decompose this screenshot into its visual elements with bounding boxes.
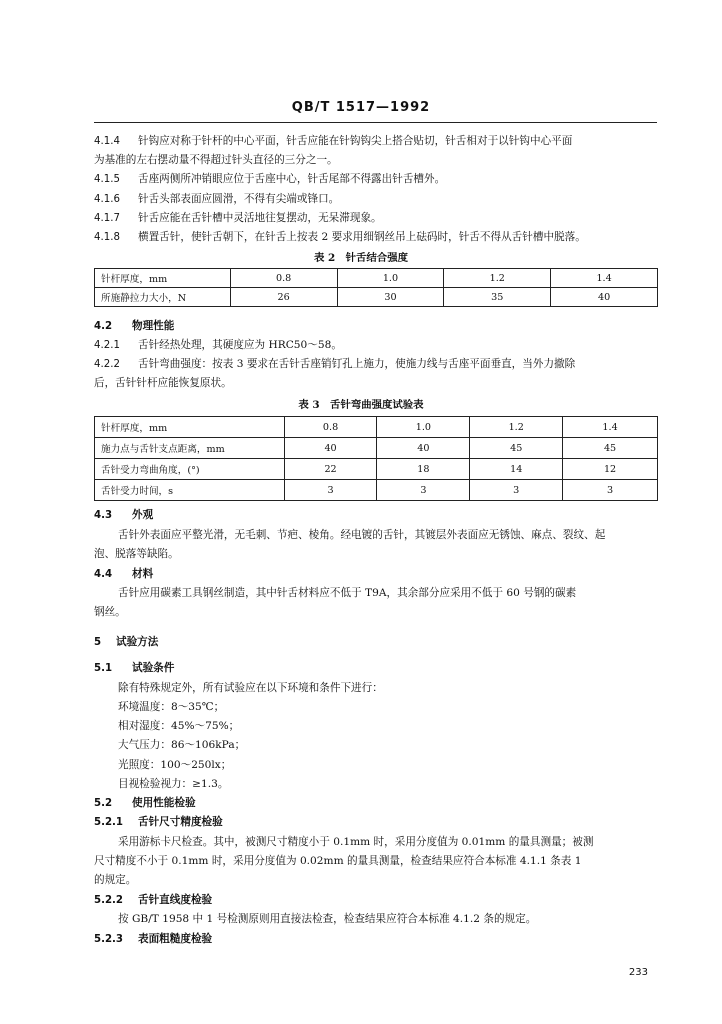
table-cell: 40 bbox=[551, 288, 658, 307]
clause-4-2-2-cont: 后，舌针针杆应能恢复原状。 bbox=[94, 377, 232, 389]
table-cell: 30 bbox=[337, 288, 444, 307]
table-cell: 12 bbox=[563, 459, 658, 480]
table-row bbox=[95, 438, 658, 459]
table-cell: 1.4 bbox=[563, 417, 658, 438]
section-5-2-1-text-3: 的规定。 bbox=[94, 874, 137, 886]
section-5-2-2-heading: 5.2.2 舌针直线度检验 bbox=[94, 894, 213, 906]
table-row bbox=[95, 459, 658, 480]
table-cell: 3 bbox=[563, 480, 658, 501]
table-row bbox=[95, 480, 658, 501]
table-cell: 1.4 bbox=[551, 269, 658, 288]
table-cell: 3 bbox=[377, 480, 470, 501]
section-5-2-1-heading: 5.2.1 舌针尺寸精度检验 bbox=[94, 816, 223, 828]
condition-illuminance: 光照度：100～250lx； bbox=[118, 759, 232, 771]
section-5-2-3-heading: 5.2.3 表面粗糙度检验 bbox=[94, 933, 213, 945]
table-row bbox=[95, 417, 658, 438]
section-5-1-heading: 5.1 试验条件 bbox=[94, 662, 175, 674]
table-cell: 40 bbox=[284, 438, 377, 459]
condition-temperature: 环境温度：8～35℃； bbox=[118, 701, 225, 713]
section-4-4-text-cont: 钢丝。 bbox=[94, 606, 126, 618]
condition-pressure: 大气压力：86～106kPa； bbox=[118, 739, 246, 751]
condition-humidity: 相对湿度：45%～75%； bbox=[118, 720, 240, 732]
row-header: 舌针受力时间，s bbox=[95, 480, 285, 501]
clause-4-2-2: 4.2.2 舌针弯曲强度：按表 3 要求在舌针舌座销钉孔上施力，使施力线与舌座平面垂直，当外力撤除 bbox=[94, 358, 576, 370]
table-cell: 45 bbox=[563, 438, 658, 459]
table-cell: 35 bbox=[444, 288, 551, 307]
page-number: 233 bbox=[628, 967, 648, 978]
table-cell: 3 bbox=[284, 480, 377, 501]
table-cell: 1.2 bbox=[470, 417, 563, 438]
section-5-2-heading: 5.2 使用性能检验 bbox=[94, 797, 196, 809]
table-2 bbox=[94, 268, 658, 307]
section-4-2-heading: 4.2 物理性能 bbox=[94, 320, 175, 332]
table-cell: 1.2 bbox=[444, 269, 551, 288]
section-5-2-1-text-2: 尺寸精度不小于 0.1mm 时，采用分度值为 0.02mm 的量具测量，检查结果应符合本标准 4.1.1 条表 1 bbox=[94, 855, 582, 867]
table-cell: 40 bbox=[377, 438, 470, 459]
section-4-3-text-cont: 泡、脱落等缺陷。 bbox=[94, 548, 179, 560]
table-3 bbox=[94, 416, 658, 501]
table-row bbox=[95, 269, 658, 288]
table-cell: 22 bbox=[284, 459, 377, 480]
clause-4-1-8: 4.1.8 横置舌针，使针舌朝下，在针舌上按表 2 要求用细钢丝吊上砝码时，针舌不得从舌针槽中脱落。 bbox=[94, 231, 586, 243]
standard-number: QB/T 1517—1992 bbox=[291, 100, 431, 115]
clause-4-2-1: 4.2.1 舌针经热处理，其硬度应为 HRC50～58。 bbox=[94, 339, 342, 351]
table-cell: 0.8 bbox=[230, 269, 337, 288]
table-cell: 1.0 bbox=[377, 417, 470, 438]
row-header: 所施静拉力大小，N bbox=[95, 288, 231, 307]
section-4-4-heading: 4.4 材料 bbox=[94, 568, 154, 580]
table-3-caption: 表 3 舌针弯曲强度试验表 bbox=[298, 399, 424, 411]
header-rule bbox=[94, 122, 657, 123]
row-header: 针杆厚度，mm bbox=[95, 417, 285, 438]
section-4-3-text: 舌针外表面应平整光滑，无毛刺、节疤、棱角。经电镀的舌针，其镀层外表面应无锈蚀、麻点、裂纹、起 bbox=[118, 529, 606, 541]
clause-4-1-4-cont: 为基准的左右摆动量不得超过针头直径的三分之一。 bbox=[94, 154, 338, 166]
section-4-4-text: 舌针应用碳素工具钢丝制造，其中针舌材料应不低于 T9A，其余部分应采用不低于 60 号钢的碳素 bbox=[118, 587, 577, 599]
table-cell: 18 bbox=[377, 459, 470, 480]
section-5-heading: 5 试验方法 bbox=[94, 636, 159, 648]
clause-4-1-6: 4.1.6 针舌头部表面应圆滑，不得有尖端或锋口。 bbox=[94, 193, 340, 205]
condition-vision: 目视检验视力：≥1.3。 bbox=[118, 778, 229, 790]
clause-4-1-4: 4.1.4 针钩应对称于针杆的中心平面，针舌应能在针钩钩尖上搭合贴切，针舌相对于以针钩中心平面 bbox=[94, 135, 573, 147]
table-cell: 14 bbox=[470, 459, 563, 480]
section-5-2-1-text: 采用游标卡尺检查。其中，被测尺寸精度小于 0.1mm 时，采用分度值为 0.01mm 的量具测量；被测 bbox=[118, 836, 594, 848]
section-4-3-heading: 4.3 外观 bbox=[94, 509, 154, 521]
table-row bbox=[95, 288, 658, 307]
row-header: 施力点与舌针支点距离，mm bbox=[95, 438, 285, 459]
clause-4-1-7: 4.1.7 针舌应能在舌针槽中灵活地往复摆动，无呆滞现象。 bbox=[94, 212, 382, 224]
table-cell: 3 bbox=[470, 480, 563, 501]
table-cell: 0.8 bbox=[284, 417, 377, 438]
table-cell: 1.0 bbox=[337, 269, 444, 288]
row-header: 舌针受力弯曲角度，(°) bbox=[95, 459, 285, 480]
table-cell: 45 bbox=[470, 438, 563, 459]
section-5-2-2-text: 按 GB/T 1958 中 1 号检测原则用直接法检查，检查结果应符合本标准 4.1.2 条的规定。 bbox=[118, 913, 537, 925]
row-header: 针杆厚度，mm bbox=[95, 269, 231, 288]
table-2-caption: 表 2 针舌结合强度 bbox=[314, 252, 408, 264]
clause-4-1-5: 4.1.5 舌座两侧所冲销眼应位于舌座中心，针舌尾部不得露出针舌槽外。 bbox=[94, 173, 446, 185]
test-conditions-intro: 除有特殊规定外，所有试验应在以下环境和条件下进行： bbox=[118, 682, 383, 694]
table-cell: 26 bbox=[230, 288, 337, 307]
